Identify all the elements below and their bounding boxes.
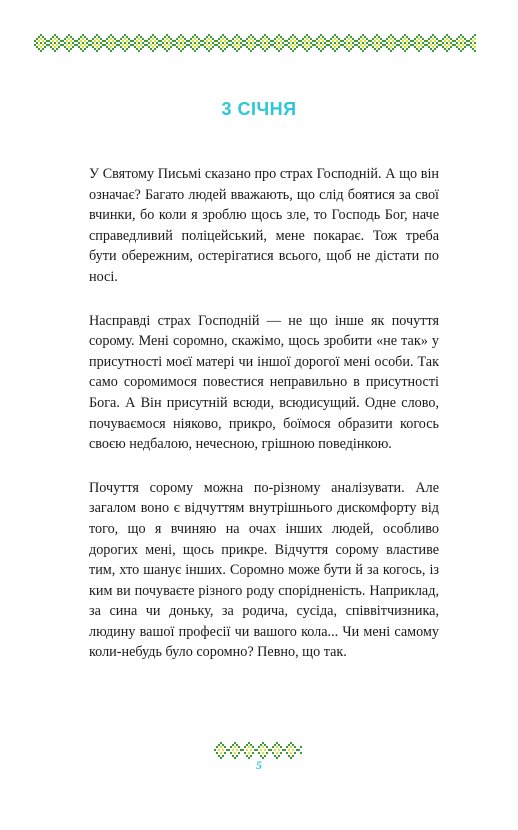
page-title: 3 СІЧНЯ — [221, 99, 297, 119]
paragraph: У Святому Письмі сказано про страх Господній. А що він означає? Багато людей вважають, що слід боятися за свої вчинки, бо коли я зроблю щось зле, то Господь Бог, наче справедливий поліцейський, мене покарає. Тож треба бути обережним, остерігатися всього, щоб не дістати по носі. — [89, 166, 439, 285]
page-number: 5 — [256, 758, 262, 772]
embroidery-border-ornament — [34, 34, 476, 52]
body-text — [89, 164, 439, 686]
embroidery-motif-ornament — [214, 742, 302, 759]
paragraph: Насправді страх Господній — не що інше як почуття сорому. Мені соромно, скажімо, щось зробити «не так» у присутності моєї матері чи іншої дорогої мені особи. Так само соромимося повестися неправильно в присутності Бога. А Він присутній всюди, всюдисущий. Одне слово, почуваємося ніяково, прикро, боїмося образити когось своєю недбалою, нечесною, грішною поведінкою. — [89, 312, 439, 453]
paragraph: Почуття сорому можна по-різному аналізувати. Але загалом воно є відчуттям внутрішнього дискомфорту від того, що я вчиняю на очах інших людей, особливо дорогих мені, щось прикре. Відчуття сорому властиве тим, хто шанує інших. Соромно може бути й за когось, із ким ви почуваєте різного роду спорідненість. Наприклад, за сина чи доньку, за родича, сусіда, співвітчизника, людину вашої професії чи вашого кола... Чи мені самому коли-небудь було соромно? Певно, що так. — [89, 479, 439, 661]
